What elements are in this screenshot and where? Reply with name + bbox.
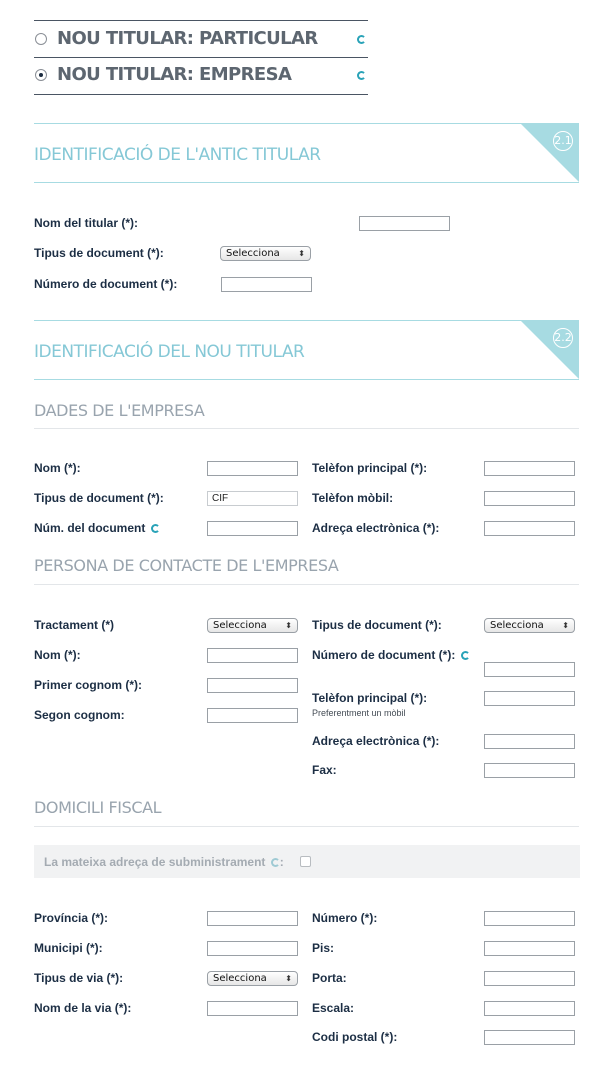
- same-address-checkbox[interactable]: [300, 856, 311, 867]
- label-tipus-via: Tipus de via (*):: [34, 971, 124, 985]
- section-header-antic-titular: [34, 123, 579, 183]
- tractament-select[interactable]: [207, 618, 298, 633]
- label-suffix: :: [279, 855, 284, 869]
- refresh-icon[interactable]: [357, 71, 366, 80]
- section-number: 2.2: [553, 328, 573, 348]
- label-codi-postal: Codi postal (*):: [312, 1030, 398, 1044]
- subsection-title: DOMICILI FISCAL: [34, 798, 162, 817]
- subsection-title: PERSONA DE CONTACTE DE L'EMPRESA: [34, 556, 339, 575]
- label-empresa-tipus: Tipus de document (*):: [34, 491, 164, 505]
- section-title: IDENTIFICACIÓ DEL NOU TITULAR: [34, 342, 305, 362]
- codi-postal-input[interactable]: [484, 1030, 575, 1045]
- divider: [34, 94, 368, 95]
- contacte-tipus-select[interactable]: [484, 618, 575, 633]
- empresa-tipus-input[interactable]: [207, 491, 298, 506]
- subsection-title: DADES DE L'EMPRESA: [34, 401, 205, 420]
- label-contacte-telefon: Telèfon principal (*):: [312, 691, 428, 705]
- municipi-input[interactable]: [207, 941, 298, 956]
- radio-particular[interactable]: [34, 28, 368, 49]
- label-nom-via: Nom de la via (*):: [34, 1001, 132, 1015]
- section-corner: [521, 321, 579, 379]
- contacte-telefon-input[interactable]: [484, 691, 575, 706]
- porta-input[interactable]: [484, 971, 575, 986]
- label-tipus-document: Tipus de document (*):: [34, 246, 164, 260]
- contacte-email-input[interactable]: [484, 734, 575, 749]
- provincia-input[interactable]: [207, 911, 298, 926]
- label-empresa-mobil: Telèfon mòbil:: [312, 491, 394, 505]
- label-contacte-numero: [312, 648, 470, 662]
- label-contacte-tipus: Tipus de document (*):: [312, 618, 442, 632]
- radio-label: NOU TITULAR: EMPRESA: [57, 64, 292, 85]
- label-contacte-email: Adreça electrònica (*):: [312, 734, 440, 748]
- label-nom-titular: Nom del titular (*):: [34, 216, 138, 230]
- refresh-icon[interactable]: [357, 35, 366, 44]
- numero-input[interactable]: [484, 911, 575, 926]
- same-address-row: [34, 845, 580, 878]
- radio-label: NOU TITULAR: PARTICULAR: [57, 28, 318, 49]
- radio-circle[interactable]: [35, 69, 47, 81]
- tipus-document-select[interactable]: [220, 246, 311, 261]
- divider: [34, 826, 579, 827]
- select-value: Selecciona: [213, 620, 267, 631]
- label-empresa-num-doc: [34, 521, 160, 535]
- label-segon-cognom: Segon cognom:: [34, 708, 125, 722]
- empresa-num-doc-input[interactable]: [207, 521, 298, 536]
- select-arrow-icon: ⬍: [285, 621, 292, 630]
- empresa-nom-input[interactable]: [207, 461, 298, 476]
- same-address-label: [44, 855, 284, 869]
- label-provincia: Província (*):: [34, 911, 109, 925]
- label-text: Número de document (*):: [312, 648, 456, 662]
- label-text: La mateixa adreça de subministrament: [44, 855, 266, 869]
- empresa-email-input[interactable]: [484, 521, 575, 536]
- nom-titular-input[interactable]: [359, 216, 450, 231]
- section-title: IDENTIFICACIÓ DE L'ANTIC TITULAR: [34, 145, 321, 165]
- pis-input[interactable]: [484, 941, 575, 956]
- primer-cognom-input[interactable]: [207, 678, 298, 693]
- select-value: Selecciona: [490, 620, 544, 631]
- label-porta: Porta:: [312, 971, 347, 985]
- empresa-mobil-input[interactable]: [484, 491, 575, 506]
- radio-circle[interactable]: [35, 33, 47, 45]
- divider: [34, 584, 579, 585]
- divider: [34, 20, 368, 21]
- select-value: Selecciona: [213, 973, 267, 984]
- label-fax: Fax:: [312, 763, 337, 777]
- fax-input[interactable]: [484, 763, 575, 778]
- empresa-telefon-input[interactable]: [484, 461, 575, 476]
- refresh-icon[interactable]: [461, 651, 470, 660]
- divider: [34, 57, 368, 58]
- tipus-via-select[interactable]: [207, 971, 298, 986]
- label-numero-document: Número de document (*):: [34, 277, 178, 291]
- nom-via-input[interactable]: [207, 1001, 298, 1016]
- numero-document-input[interactable]: [221, 277, 312, 292]
- contacte-nom-input[interactable]: [207, 648, 298, 663]
- section-number: 2.1: [553, 131, 573, 151]
- label-escala: Escala:: [312, 1001, 355, 1015]
- label-text: Núm. del document: [34, 521, 146, 535]
- refresh-icon[interactable]: [271, 858, 280, 867]
- label-pis: Pis:: [312, 941, 335, 955]
- label-numero: Número (*):: [312, 911, 378, 925]
- select-arrow-icon: ⬍: [562, 621, 569, 630]
- select-value: Selecciona: [226, 248, 280, 259]
- divider: [34, 428, 579, 429]
- label-tractament: Tractament (*): [34, 618, 115, 632]
- refresh-icon[interactable]: [151, 524, 160, 533]
- contacte-numero-input[interactable]: [484, 662, 575, 677]
- segon-cognom-input[interactable]: [207, 708, 298, 723]
- label-primer-cognom: Primer cognom (*):: [34, 678, 143, 692]
- label-contacte-nom: Nom (*):: [34, 648, 81, 662]
- radio-empresa[interactable]: [34, 64, 368, 85]
- section-header-nou-titular: [34, 320, 579, 380]
- label-empresa-nom: Nom (*):: [34, 461, 81, 475]
- section-corner: [521, 124, 579, 182]
- label-empresa-email: Adreça electrònica (*):: [312, 521, 440, 535]
- escala-input[interactable]: [484, 1001, 575, 1016]
- label-empresa-telefon: Telèfon principal (*):: [312, 461, 428, 475]
- telefon-hint: Preferentment un mòbil: [312, 708, 406, 718]
- select-arrow-icon: ⬍: [298, 249, 305, 258]
- label-municipi: Municipi (*):: [34, 941, 103, 955]
- select-arrow-icon: ⬍: [285, 974, 292, 983]
